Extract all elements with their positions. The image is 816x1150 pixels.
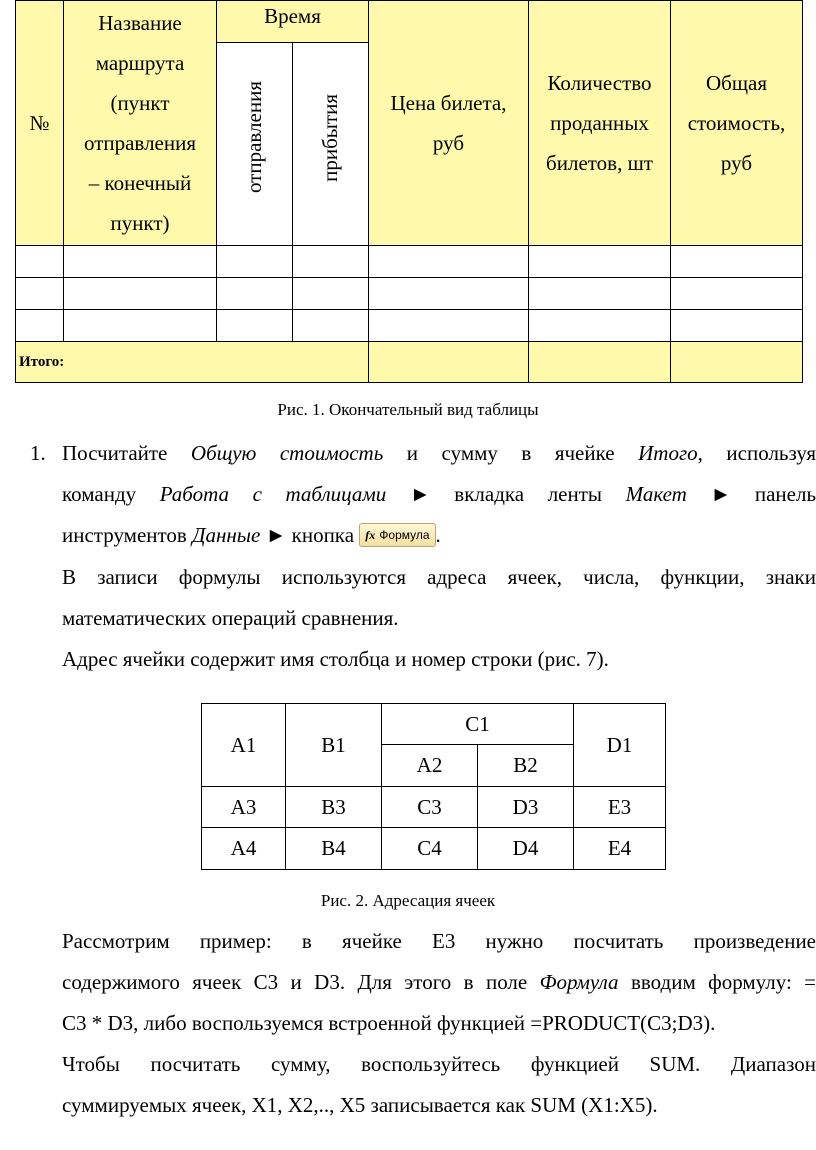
- table-row: [16, 246, 803, 278]
- cell: D1: [574, 704, 666, 787]
- table-row: [16, 310, 803, 342]
- cell: A1: [202, 704, 286, 787]
- fx-icon: fx: [365, 528, 376, 543]
- header-quantity: Количество проданных билетов, шт: [529, 1, 671, 246]
- step-number: 1.: [30, 441, 46, 465]
- cell: C1: [382, 704, 574, 745]
- total-row: [16, 342, 803, 383]
- cell: B2: [478, 745, 574, 787]
- cell-address-table: [201, 703, 666, 870]
- header-route: Название маршрута (пункт отправления – конечный пункт): [64, 1, 217, 246]
- table-row: [16, 278, 803, 310]
- figure-caption-1: Рис. 1. Окончательный вид таблицы: [277, 400, 539, 419]
- route-table: [15, 0, 803, 383]
- step-1-text: Посчитайте Общую стоимость и сумму в ячейке Итого, используя команду Работа с таблицами ► вкладка ленты Макет ► панель инструментов Данные ► кнопка fx Формула .: [62, 441, 816, 547]
- cell: C3: [382, 787, 478, 828]
- header-number: №: [16, 1, 64, 246]
- table-row: [202, 787, 666, 828]
- formula-button[interactable]: fx Формула: [359, 523, 435, 547]
- cell: C4: [382, 828, 478, 870]
- cell: B4: [286, 828, 382, 870]
- paragraph-example: Рассмотрим пример: в ячейке Е3 нужно посчитать произведение содержимого ячеек С3 и D3. Для этого в поле Формула вводим формулу: = C3 * D3, либо воспользуемся встроенной функцией =PRODUCT(C3;D3). Чтобы посчитать сумму, воспользуйтесь функцией SUM. Диапазон суммируемых ячеек, X1, X2,.., X5 записывается как SUM (X1:X5).: [62, 929, 816, 1117]
- cell: A4: [202, 828, 286, 870]
- paragraph-formula: В записи формулы используются адреса ячеек, числа, функции, знаки математических операций сравнения. Адрес ячейки содержит имя столбца и номер строки (рис. 7).: [62, 565, 816, 671]
- table-row: [202, 828, 666, 870]
- cell: D3: [478, 787, 574, 828]
- cell: A3: [202, 787, 286, 828]
- cell: A2: [382, 745, 478, 787]
- figure-caption-2: Рис. 2. Адресация ячеек: [320, 891, 496, 910]
- cell: E4: [574, 828, 666, 870]
- total-label: Итого:: [16, 342, 369, 383]
- cell: B1: [286, 704, 382, 787]
- header-departure: отправления: [217, 43, 293, 246]
- header-time: Время: [217, 1, 369, 43]
- header-price: Цена билета, руб: [369, 1, 529, 246]
- cell: B3: [286, 787, 382, 828]
- cell: D4: [478, 828, 574, 870]
- cell: E3: [574, 787, 666, 828]
- header-total-cost: Общая стоимость, руб: [671, 1, 803, 246]
- header-arrival: прибытия: [293, 43, 369, 246]
